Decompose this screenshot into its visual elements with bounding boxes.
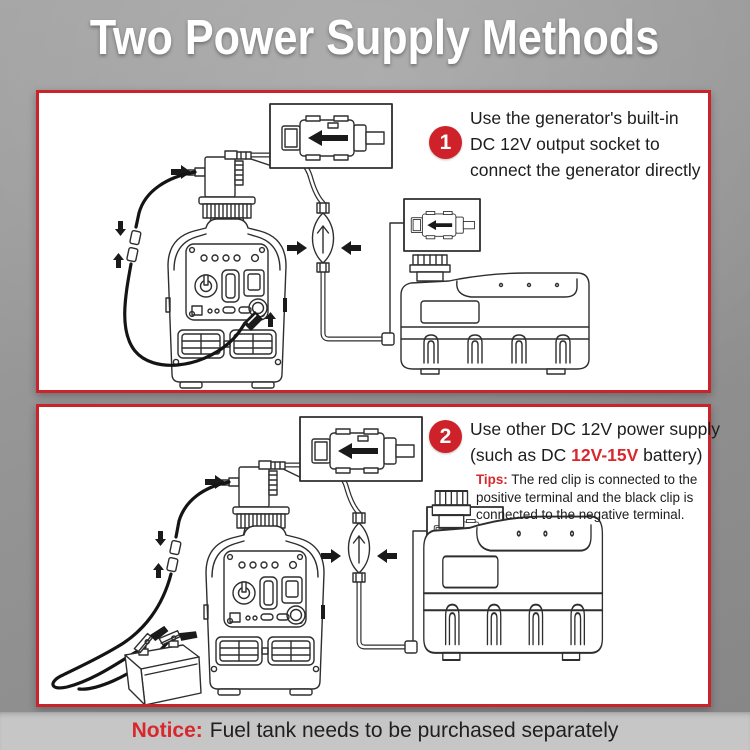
notice-bar — [0, 712, 750, 750]
page-title-banner — [0, 10, 750, 66]
tips-label: Tips: — [476, 472, 508, 487]
primer-bulb-icon — [312, 203, 333, 272]
flow-arrow-right-icon — [321, 549, 341, 563]
flow-arrow-right-icon — [287, 241, 307, 255]
connect-arrow-down-icon — [155, 531, 166, 546]
page-title: Two Power Supply Methods — [90, 11, 660, 65]
flow-arrow-left-icon — [341, 241, 361, 255]
primer-bulb-icon — [348, 513, 369, 582]
method-1-badge — [429, 126, 462, 159]
notice-text: Fuel tank needs to be purchased separately — [209, 719, 619, 742]
tips-text: The red clip is connected to the positive terminal and the black clip is connected to the negative terminal. — [476, 472, 698, 522]
method-2-number: 2 — [439, 424, 452, 448]
fuel-line-lower — [323, 272, 384, 339]
method-2-description: Use other DC 12V power supply (such as DC 12V-15V battery) — [470, 419, 720, 465]
flow-arrow-left-icon — [377, 549, 397, 563]
connect-arrow-up-icon — [113, 253, 124, 268]
method-2-panel — [36, 404, 720, 707]
voltage-highlight: 12V-15V — [571, 445, 639, 465]
fuel-pump-illustration — [188, 151, 255, 227]
method-2-tips — [476, 471, 728, 524]
fuel-line-lower — [359, 582, 405, 647]
connector-callout-box — [245, 104, 392, 168]
method-2-badge — [429, 420, 462, 453]
generator-illustration — [204, 526, 325, 695]
method-1-description: Use the generator's built-in DC 12V output socket to connect the generator directly — [470, 108, 701, 180]
notice-label: Notice: — [131, 719, 203, 742]
fuel-tank-illustration — [401, 255, 589, 374]
method-1-number: 1 — [439, 130, 452, 154]
connect-arrow-up-icon — [153, 563, 164, 578]
connect-arrow-down-icon — [115, 221, 126, 236]
method-1-panel — [36, 90, 711, 393]
connector-callout-box — [279, 417, 422, 481]
